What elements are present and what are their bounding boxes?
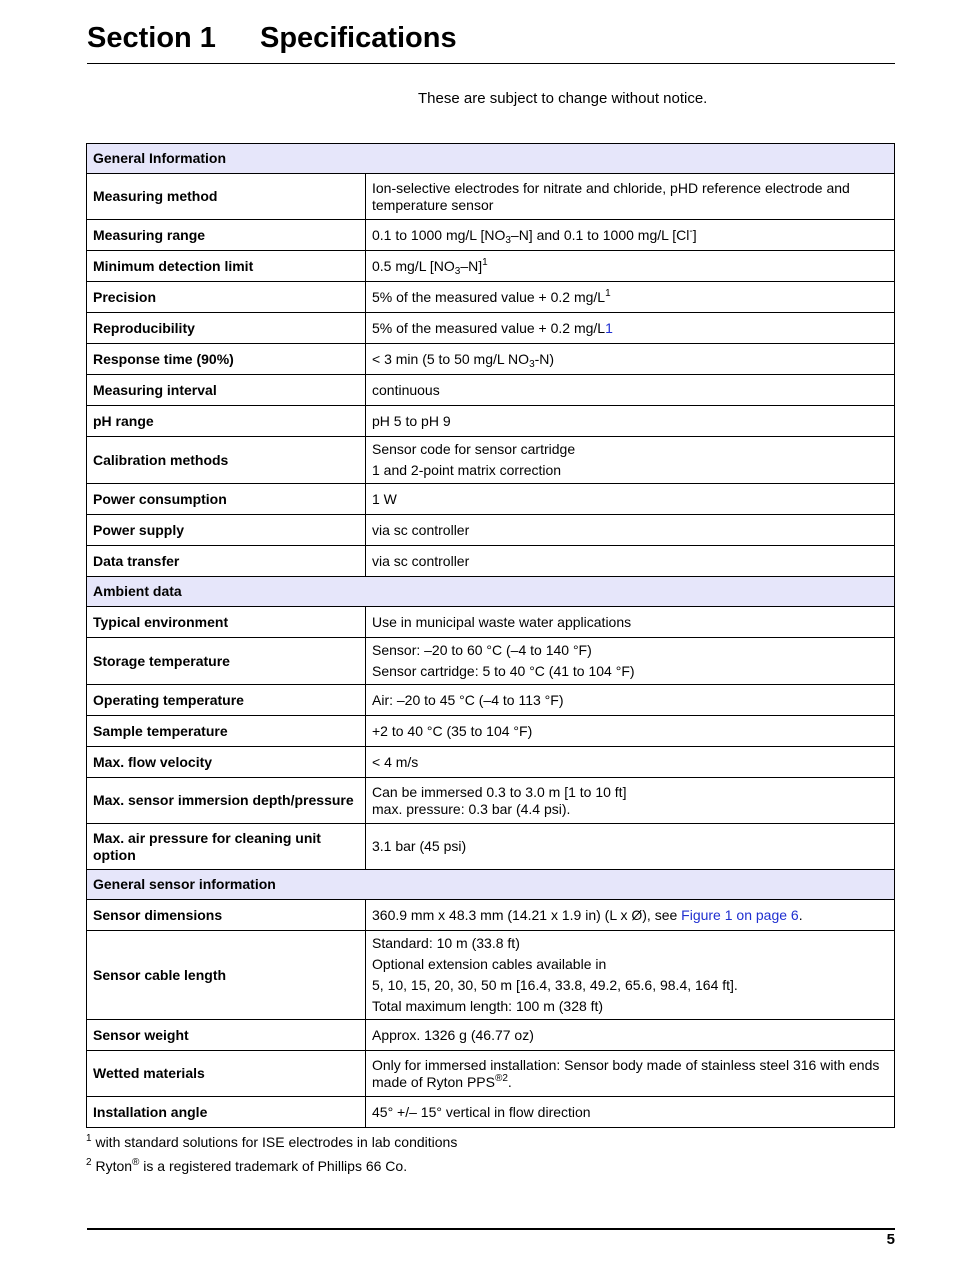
row-value: Air: –20 to 45 °C (–4 to 113 °F) (366, 685, 895, 716)
row-label: Calibration methods (87, 437, 366, 484)
value-text: ] (692, 226, 697, 243)
table-row (87, 716, 895, 747)
row-value (366, 344, 895, 375)
value-line: Standard: 10 m (33.8 ft) (372, 935, 520, 951)
row-label: Sensor cable length (87, 931, 366, 1020)
row-value: < 4 m/s (366, 747, 895, 778)
page-number: 5 (886, 1231, 895, 1248)
row-label: Power consumption (87, 484, 366, 515)
footnote-link[interactable]: 1 (605, 319, 613, 336)
specifications-table (86, 143, 895, 1128)
table-row (87, 282, 895, 313)
table-row (87, 1020, 895, 1051)
row-value: pH 5 to pH 9 (366, 406, 895, 437)
row-label: Power supply (87, 515, 366, 546)
value-line: 1 and 2-point matrix correction (372, 462, 562, 478)
row-label: pH range (87, 406, 366, 437)
row-label: Sensor dimensions (87, 900, 366, 931)
row-label: Installation angle (87, 1097, 366, 1128)
row-label: Wetted materials (87, 1051, 366, 1097)
table-row (87, 900, 895, 931)
row-value (366, 778, 895, 824)
footnote-2 (86, 1158, 407, 1174)
row-value: via sc controller (366, 546, 895, 577)
table-section-header (87, 144, 895, 174)
row-value: Ion-selective electrodes for nitrate and chloride, pHD reference electrode and temperature sensor (366, 174, 895, 220)
subscript: 3 (505, 234, 511, 246)
value-line: Sensor code for sensor cartridge (372, 441, 576, 457)
value-line: Total maximum length: 100 m (328 ft) (372, 998, 604, 1014)
change-notice: These are subject to change without notice. (418, 90, 708, 107)
value-text: Only for immersed installation: Sensor body made of stainless steel 316 with ends made of Ryton PPS (372, 1056, 880, 1090)
value-line: Sensor: –20 to 60 °C (–4 to 140 °F) (372, 642, 592, 658)
superscript: - (689, 225, 693, 237)
table-row (87, 685, 895, 716)
footnote-1 (86, 1134, 457, 1150)
table-row (87, 824, 895, 870)
table-row (87, 747, 895, 778)
row-label: Reproducibility (87, 313, 366, 344)
row-label: Measuring interval (87, 375, 366, 406)
row-label: Max. air pressure for cleaning unit option (87, 824, 366, 870)
section-header-general-sensor-information: General sensor information (87, 870, 895, 900)
table-row (87, 344, 895, 375)
table-row (87, 251, 895, 282)
row-label: Operating temperature (87, 685, 366, 716)
table-row (87, 313, 895, 344)
row-value: 3.1 bar (45 psi) (366, 824, 895, 870)
footnote-marker: 2 (86, 1157, 92, 1168)
table-row (87, 931, 895, 1020)
value-text: 0.1 to 1000 mg/L [NO (372, 226, 506, 243)
row-label: Measuring method (87, 174, 366, 220)
section-header-ambient-data: Ambient data (87, 577, 895, 607)
value-line: Optional extension cables available in (372, 956, 607, 972)
footnote-ref: 1 (605, 287, 611, 299)
table-row (87, 546, 895, 577)
footnote-marker: 1 (86, 1133, 92, 1144)
section-number: Section 1 (87, 22, 216, 54)
value-line: max. pressure: 0.3 bar (4.4 psi). (372, 800, 571, 817)
value-text: . (798, 906, 803, 923)
row-value (366, 1051, 895, 1097)
row-label: Minimum detection limit (87, 251, 366, 282)
row-value (366, 313, 895, 344)
table-row (87, 375, 895, 406)
value-text: –N] (460, 257, 483, 274)
table-row (87, 484, 895, 515)
row-value: continuous (366, 375, 895, 406)
value-line: Sensor cartridge: 5 to 40 °C (41 to 104 °F) (372, 663, 635, 679)
row-label: Typical environment (87, 607, 366, 638)
value-line: Can be immersed 0.3 to 3.0 m [1 to 10 ft] (372, 783, 627, 800)
value-text: . (507, 1073, 512, 1090)
value-line: 5, 10, 15, 20, 30, 50 m [16.4, 33.8, 49.2, 65.6, 98.4, 164 ft]. (372, 977, 738, 993)
row-label: Sample temperature (87, 716, 366, 747)
table-row (87, 406, 895, 437)
value-text: 5% of the measured value + 0.2 mg/L (372, 319, 606, 336)
section-header (87, 20, 895, 64)
table-row (87, 174, 895, 220)
footnote-text: Ryton (95, 1158, 133, 1174)
table-row (87, 1051, 895, 1097)
value-text: 5% of the measured value + 0.2 mg/L (372, 288, 606, 305)
row-value (366, 638, 895, 685)
value-text: -N) (534, 350, 555, 367)
row-value: 1 W (366, 484, 895, 515)
row-value: Use in municipal waste water applications (366, 607, 895, 638)
row-value (366, 282, 895, 313)
row-label: Max. flow velocity (87, 747, 366, 778)
value-text: < 3 min (5 to 50 mg/L NO (372, 350, 530, 367)
row-label: Measuring range (87, 220, 366, 251)
table-row (87, 778, 895, 824)
row-value: 45° +/– 15° vertical in flow direction (366, 1097, 895, 1128)
table-row (87, 1097, 895, 1128)
footnote-text: with standard solutions for ISE electrodes in lab conditions (95, 1134, 458, 1150)
row-value (366, 437, 895, 484)
row-value (366, 220, 895, 251)
table-row (87, 515, 895, 546)
figure-link[interactable]: Figure 1 on page 6 (681, 906, 799, 923)
row-value (366, 900, 895, 931)
row-value: Approx. 1326 g (46.77 oz) (366, 1020, 895, 1051)
value-text: –N] and 0.1 to 1000 mg/L [Cl (510, 226, 690, 243)
table-row (87, 607, 895, 638)
row-label: Max. sensor immersion depth/pressure (87, 778, 366, 824)
section-header-general-information: General Information (87, 144, 895, 174)
registered-mark: ® (132, 1157, 140, 1168)
row-label: Storage temperature (87, 638, 366, 685)
row-label: Data transfer (87, 546, 366, 577)
row-label: Precision (87, 282, 366, 313)
row-value (366, 251, 895, 282)
value-text: 0.5 mg/L [NO (372, 257, 455, 274)
table-row (87, 638, 895, 685)
row-value: via sc controller (366, 515, 895, 546)
footnote-ref: 1 (482, 256, 488, 268)
table-section-header (87, 577, 895, 607)
section-title: Specifications (260, 22, 457, 54)
subscript: 3 (529, 358, 535, 370)
subscript: 3 (454, 265, 461, 277)
row-value (366, 931, 895, 1020)
table-row (87, 220, 895, 251)
superscript: ®2 (494, 1072, 508, 1084)
footer-rule (87, 1228, 895, 1230)
value-text: 360.9 mm x 48.3 mm (14.21 x 1.9 in) (L x Ø), see (372, 906, 682, 923)
table-section-header (87, 870, 895, 900)
row-value: +2 to 40 °C (35 to 104 °F) (366, 716, 895, 747)
row-label: Response time (90%) (87, 344, 366, 375)
row-label: Sensor weight (87, 1020, 366, 1051)
table-row (87, 437, 895, 484)
footnote-text: is a registered trademark of Phillips 66 Co. (143, 1158, 408, 1174)
